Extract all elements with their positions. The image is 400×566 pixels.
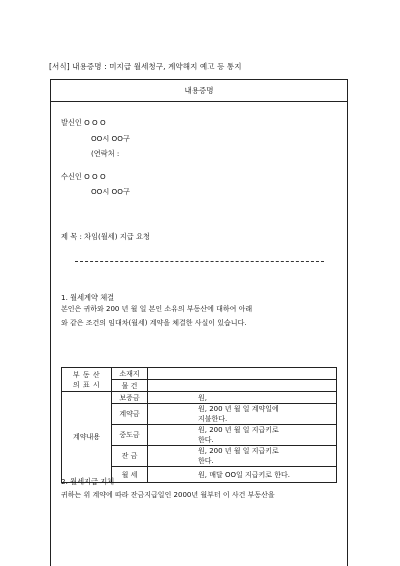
item-value xyxy=(148,380,337,392)
balance-label: 잔 금 xyxy=(112,446,148,467)
rent-value: 원, 매달 OO일 지급키로 한다. xyxy=(148,467,337,483)
property-label-line-2: 의 표 시 xyxy=(72,380,101,389)
section1-heading: 1. 월세계약 체결 xyxy=(61,293,115,302)
down-payment-line-1: 원, 200 년 월 일 계약일에 xyxy=(198,405,279,413)
down-payment-label: 계약금 xyxy=(112,404,148,425)
subject-line: 제 목 : 차임(월세) 지급 요청 xyxy=(61,232,150,241)
contract-table xyxy=(61,367,337,483)
item-label: 물 건 xyxy=(112,380,148,392)
middle-payment-line-2: 한다. xyxy=(198,436,214,444)
section2-line-1: 귀하는 위 계약에 따라 잔금지급일인 2000년 월부터 이 사건 부동산을 xyxy=(61,491,275,499)
down-payment-value xyxy=(148,404,337,425)
location-label: 소재지 xyxy=(112,368,148,380)
divider-dashed xyxy=(75,261,324,262)
section1-line-1: 본인은 귀하와 200 년 월 일 본인 소유의 부동산에 대하여 아래 xyxy=(61,305,253,313)
section2-heading: 2. 월세지급 지체 xyxy=(61,477,115,486)
deposit-value: 원, xyxy=(148,392,337,404)
sender-contact: (연락처 : xyxy=(91,149,120,158)
sender-label: 발신인 O O O xyxy=(61,118,106,127)
document-frame xyxy=(50,79,348,566)
contract-content-label: 계약내용 xyxy=(62,392,112,483)
location-value xyxy=(148,368,337,380)
balance-line-1: 원, 200 년 월 일 지급키로 xyxy=(198,447,279,455)
property-label-line-1: 부 동 산 xyxy=(72,370,101,379)
receiver-label: 수신인 O O O xyxy=(61,172,106,181)
middle-payment-line-1: 원, 200 년 월 일 지급키로 xyxy=(198,426,279,434)
deposit-label: 보증금 xyxy=(112,392,148,404)
down-payment-line-2: 지불한다. xyxy=(198,415,228,423)
rent-label: 월 세 xyxy=(112,467,148,483)
document-caption: [서식] 내용증명 : 미지급 월세청구, 계약해지 예고 등 통지 xyxy=(49,62,242,71)
middle-payment-label: 중도금 xyxy=(112,425,148,446)
balance-value xyxy=(148,446,337,467)
property-label xyxy=(62,368,112,392)
middle-payment-value xyxy=(148,425,337,446)
sender-address: OO시 OO구 xyxy=(91,134,130,143)
section1-line-2: 와 같은 조건의 임대차(월세) 계약을 체결한 사실이 있습니다. xyxy=(61,319,247,327)
receiver-address: OO시 OO구 xyxy=(91,187,130,196)
balance-line-2: 한다. xyxy=(198,457,214,465)
document-title: 내용증명 xyxy=(51,80,347,102)
